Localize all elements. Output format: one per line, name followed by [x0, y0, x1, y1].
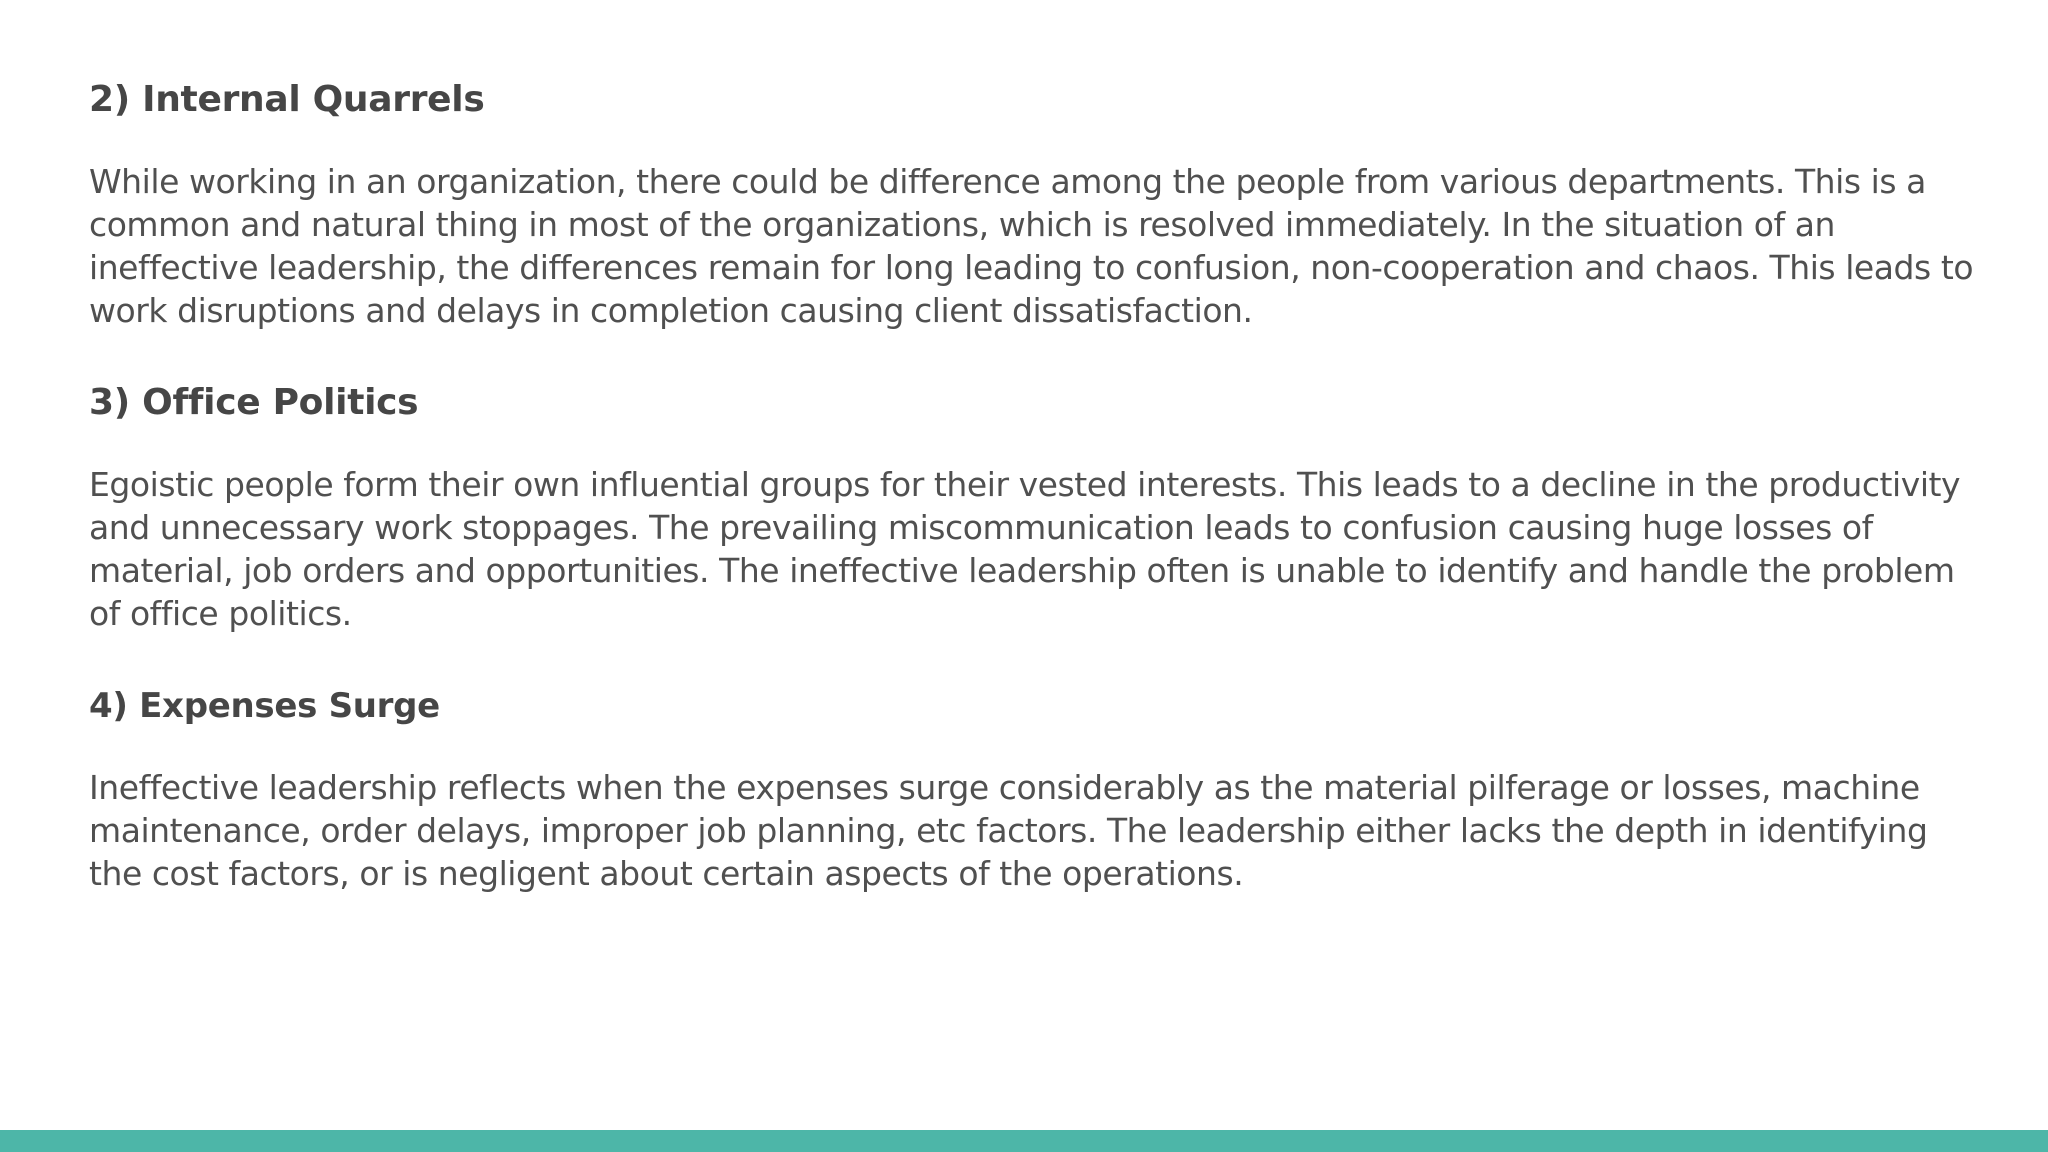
paragraph-line: Ineffective leadership reflects when the expenses surge considerably as the material pilferage or losses, machine: [89, 768, 1920, 807]
section-paragraph: [89, 463, 1989, 635]
footer-accent-bar: [0, 1130, 2048, 1152]
paragraph-line: material, job orders and opportunities. The ineffective leadership often is unable to identify and handle the problem: [89, 551, 1955, 590]
section-internal-quarrels: [89, 72, 1989, 332]
paragraph-line: While working in an organization, there could be difference among the people from various departments. This is a: [89, 162, 1926, 201]
paragraph-line: ineffective leadership, the differences remain for long leading to confusion, non-cooperation and chaos. This leads to: [89, 248, 1974, 287]
paragraph-line: the cost factors, or is negligent about certain aspects of the operations.: [89, 854, 1244, 893]
paragraph-line: Egoistic people form their own influential groups for their vested interests. This leads to a decline in the productivity: [89, 465, 1961, 504]
paragraph-line: work disruptions and delays in completion causing client dissatisfaction.: [89, 291, 1253, 330]
paragraph-line: of office politics.: [89, 594, 352, 633]
section-heading: 3) Office Politics: [89, 382, 419, 423]
section-heading: 2) Internal Quarrels: [89, 79, 485, 120]
section-paragraph: [89, 766, 1989, 895]
section-heading: 4) Expenses Surge: [89, 686, 440, 726]
paragraph-line: common and natural thing in most of the organizations, which is resolved immediately. In the situation of an: [89, 205, 1835, 244]
paragraph-line: and unnecessary work stoppages. The prevailing miscommunication leads to confusion causing huge losses of: [89, 508, 1873, 547]
section-expenses-surge: [89, 678, 1989, 895]
slide-content: [89, 72, 1989, 938]
section-office-politics: [89, 375, 1989, 635]
paragraph-line: maintenance, order delays, improper job planning, etc factors. The leadership either lacks the depth in identifying: [89, 811, 1928, 850]
section-paragraph: [89, 160, 1989, 332]
